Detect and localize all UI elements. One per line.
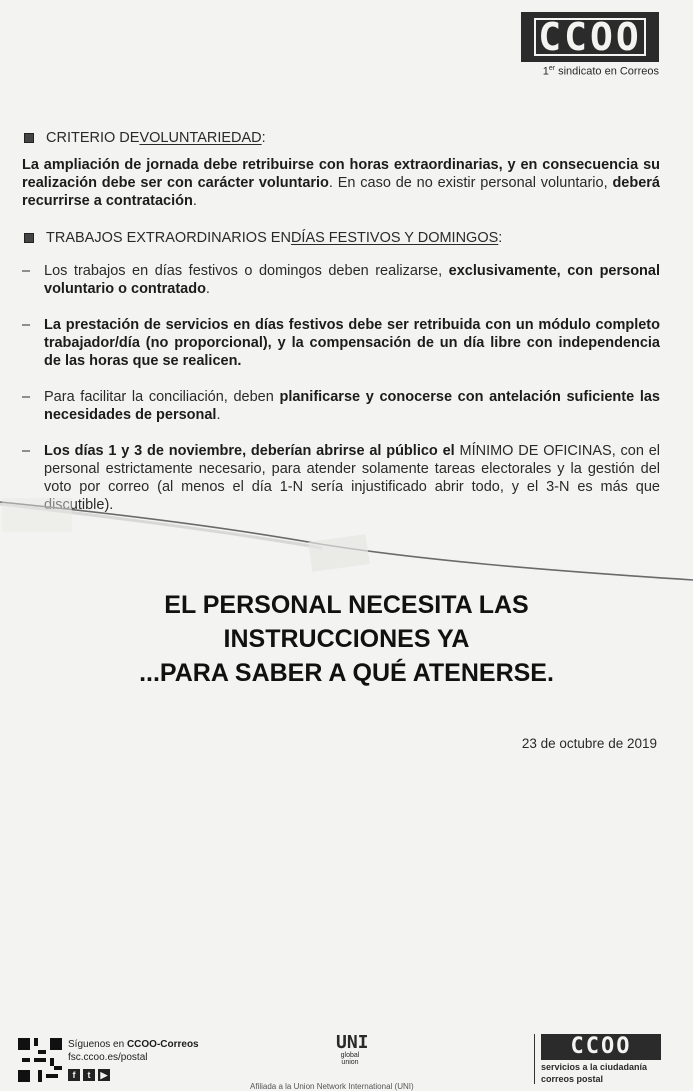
youtube-icon[interactable]: ▶	[98, 1069, 110, 1081]
dash-bullet: –	[22, 263, 31, 279]
ccoo-logo-letters: CCOO	[534, 18, 646, 56]
square-bullet-icon	[24, 133, 34, 143]
affiliation-text: Afiliada a la Union Network International (UNI)	[250, 1082, 414, 1091]
logo-tagline: 1er sindicato en Correos	[542, 65, 659, 78]
logo-bottom-sub-2: correos postal	[541, 1074, 604, 1084]
text-run: deberá recurrirse a contratación	[22, 175, 660, 209]
headline-line-1: EL PERSONAL NECESITA LAS	[164, 591, 529, 619]
section-heading-voluntariedad: CRITERIO DE VOLUNTARIEDAD :	[22, 130, 660, 146]
text-run: .	[216, 407, 221, 423]
footer-url[interactable]: fsc.ccoo.es/postal	[68, 1052, 148, 1063]
list-item-text	[44, 316, 660, 370]
document-date: 23 de octubre de 2019	[521, 736, 657, 751]
text-run: .	[205, 281, 210, 297]
list-item	[22, 388, 660, 424]
uni-global-union-logo: UNI global union	[336, 1032, 369, 1066]
text-run: La ampliación de jornada debe retribuirse con horas extraordinarias, y en consecuencia su realización debe ser con carácter voluntario	[22, 157, 660, 191]
square-bullet-icon	[24, 233, 34, 243]
text-run: La prestación de servicios en días festivos debe ser retribuida con un módulo completo trabajador/día (no proporcional), y la compensación de un día libre con independencia de las horas que se realicen.	[44, 317, 660, 369]
twitter-icon[interactable]: t	[83, 1069, 95, 1081]
list-item	[22, 262, 660, 298]
text-run: , con el personal estrictamente necesario, para atender solamente tareas electorales y la gestión del voto por correo (al menos el día 1-N sería injustificado abrir todo, y el 3-N es más que discutible).	[44, 443, 660, 513]
facebook-icon[interactable]: f	[68, 1069, 80, 1081]
voluntariedad-paragraph	[22, 156, 660, 210]
text-run: Los días 1 y 3 de noviembre, deberían abrirse al público el	[44, 443, 460, 459]
text-run: exclusivamente, con personal voluntario o contratado	[44, 263, 661, 297]
headline-line-2: INSTRUCCIONES YA	[223, 625, 470, 653]
dash-bullet: –	[22, 443, 31, 459]
headline	[0, 588, 693, 690]
text-run: . En caso de no existir personal voluntario,	[328, 175, 613, 191]
social-icons	[68, 1069, 199, 1081]
social-block	[68, 1038, 199, 1081]
follow-text: Síguenos en CCOO-Correos	[68, 1039, 199, 1050]
festivos-list	[22, 262, 660, 514]
text-run: .	[192, 193, 197, 209]
text-run: Los trabajos en días festivos o domingos deben realizarse,	[44, 263, 449, 279]
qr-code-icon[interactable]	[18, 1038, 62, 1082]
list-item	[22, 442, 660, 514]
ccoo-logo-top	[521, 12, 659, 78]
headline-line-3: ...PARA SABER A QUÉ ATENERSE.	[139, 659, 554, 687]
ccoo-logo-box-small: CCOO	[541, 1034, 661, 1060]
dash-bullet: –	[22, 389, 31, 405]
text-run: planificarse y conocerse con antelación suficiente las necesidades de personal	[44, 389, 661, 423]
section-heading-festivos: TRABAJOS EXTRAORDINARIOS EN DÍAS FESTIVOS Y DOMINGOS :	[22, 230, 660, 246]
logo-bottom-sub-1: servicios a la ciudadanía	[541, 1062, 648, 1072]
document-body	[22, 130, 660, 532]
ccoo-logo-box	[521, 12, 659, 62]
list-item-text	[44, 388, 660, 424]
list-item	[22, 316, 660, 370]
list-item-text	[44, 442, 660, 514]
dash-bullet: –	[22, 317, 31, 333]
footer	[0, 1028, 693, 1090]
text-run: Para facilitar la conciliación, deben	[44, 389, 280, 405]
ccoo-logo-bottom	[534, 1034, 661, 1084]
list-item-text	[44, 262, 660, 298]
text-run: MÍNIMO DE OFICINAS	[459, 443, 612, 459]
